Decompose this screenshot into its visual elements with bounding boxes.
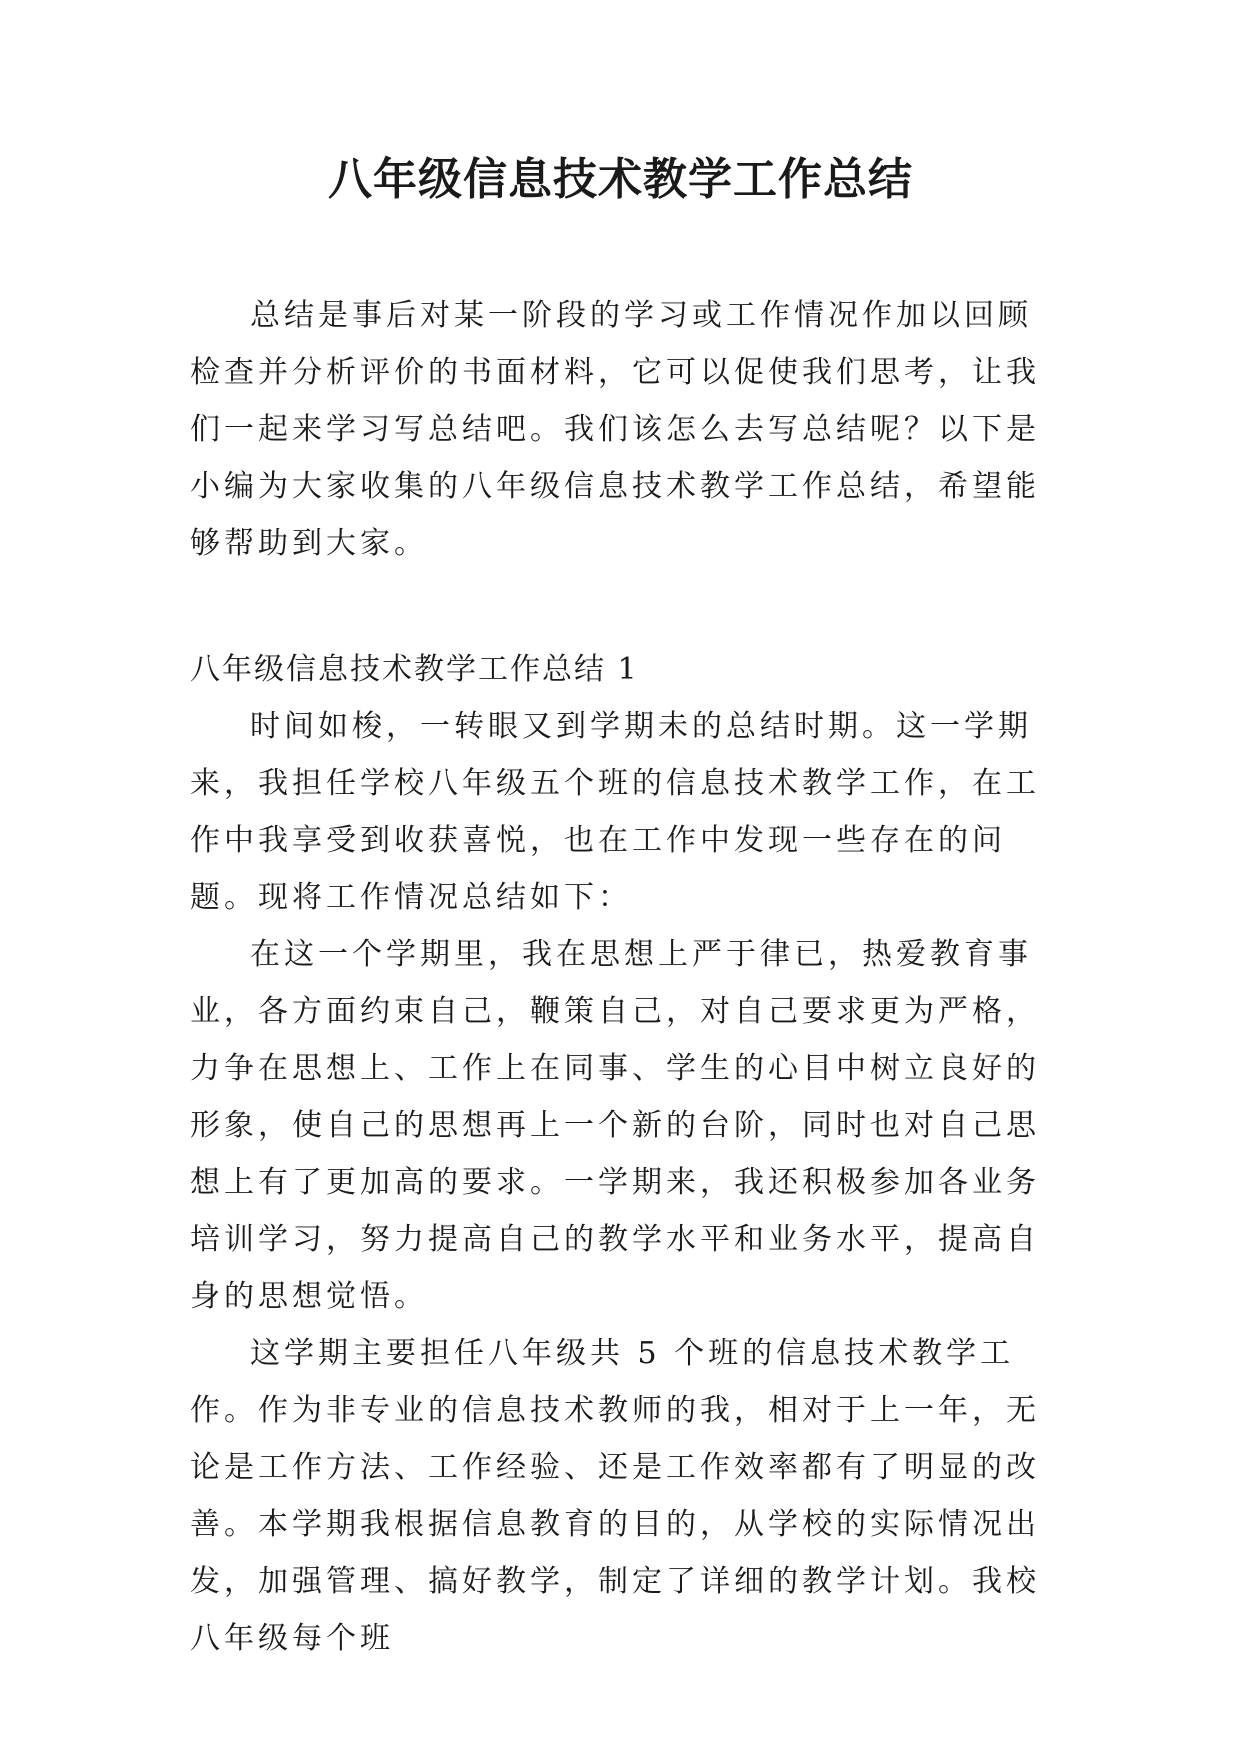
body-paragraph-3: 这学期主要担任八年级共 5 个班的信息技术教学工作。作为非专业的信息技术教师的我，相对于上一年，无论是工作方法、工作经验、还是工作效率都有了明显的改善。本学期我根据信息教育的目的，从学校的实际情况出发，加强管理、搞好教学，制定了详细的教学计划。我校八年级每个班 — [190, 1336, 1040, 1656]
intro-paragraph: 总结是事后对某一阶段的学习或工作情况作加以回顾检查并分析评价的书面材料，它可以促使我们思考，让我们一起来学习写总结吧。我们该怎么去写总结呢？以下是小编为大家收集的八年级信息技术教学工作总结，希望能够帮助到大家。 — [190, 298, 1040, 561]
section-heading: 八年级信息技术教学工作总结 1 — [190, 652, 639, 687]
document-title: 八年级信息技术教学工作总结 — [328, 154, 913, 205]
body-paragraph-1: 时间如梭，一转眼又到学期未的总结时期。这一学期来，我担任学校八年级五个班的信息技术教学工作，在工作中我享受到收获喜悦，也在工作中发现一些存在的问题。现将工作情况总结如下： — [190, 709, 1040, 915]
section-body — [190, 641, 1050, 1667]
intro-block — [190, 287, 1050, 572]
body-paragraph-2: 在这一个学期里，我在思想上严于律已，热爱教育事业，各方面约束自己，鞭策自己，对自己要求更为严格，力争在思想上、工作上在同事、学生的心目中树立良好的形象，使自己的思想再上一个新的台阶，同时也对自己思想上有了更加高的要求。一学期来，我还积极参加各业务培训学习，努力提高自己的教学水平和业务水平，提高自身的思想觉悟。 — [190, 937, 1040, 1314]
